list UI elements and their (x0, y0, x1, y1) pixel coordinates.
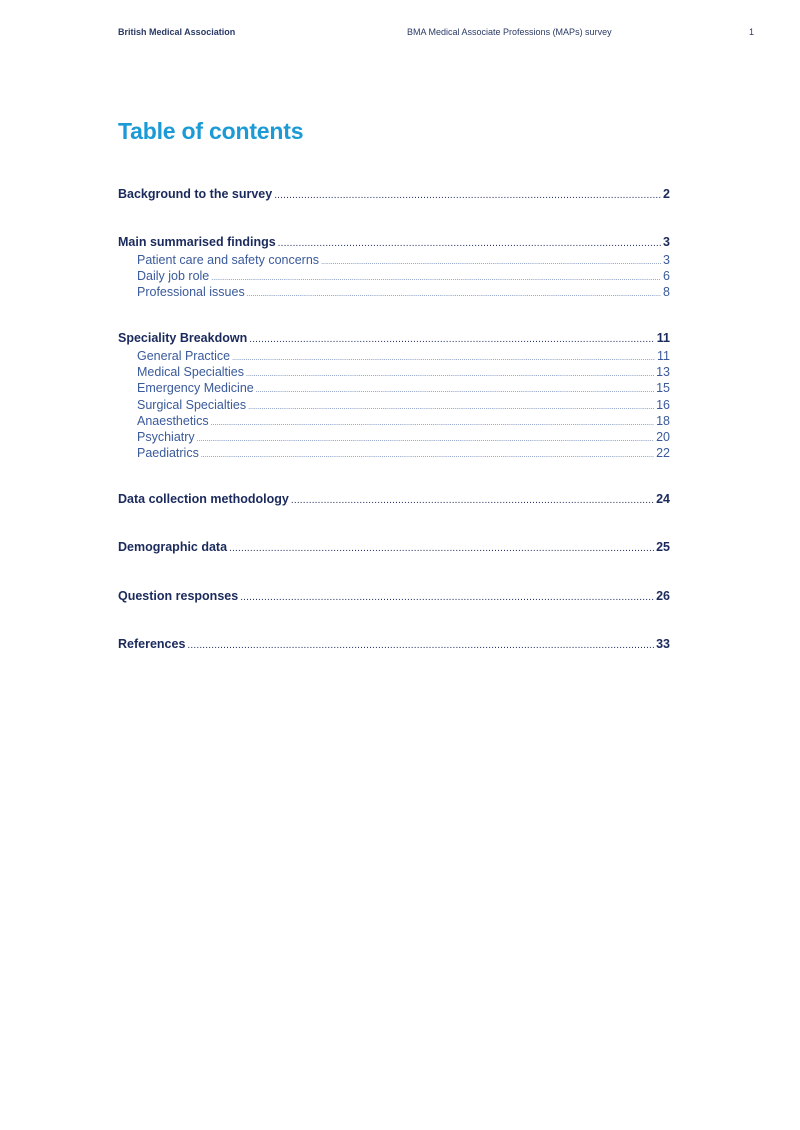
toc-dot-leader (278, 232, 661, 254)
toc-subentry-surgical-specialties[interactable] (118, 397, 670, 413)
toc-group-methodology (118, 489, 670, 509)
toc-dot-leader (291, 489, 654, 511)
toc-entry-background[interactable] (118, 184, 670, 204)
toc-entry-page: 33 (656, 637, 670, 652)
toc-subentry-page: 20 (656, 429, 670, 444)
toc-entry-question-responses[interactable] (118, 586, 670, 606)
toc-subentry-page: 11 (657, 349, 670, 364)
toc-entry-page: 11 (656, 331, 670, 346)
toc-entry-demographic-data[interactable] (118, 537, 670, 557)
organization-name: British Medical Association (118, 27, 236, 37)
toc-dot-leader (229, 537, 654, 559)
toc-subentry-title: Anaesthetics (137, 413, 209, 428)
toc-entry-title: Background to the survey (118, 187, 273, 201)
toc-entry-title: Main summarised findings (118, 235, 276, 249)
toc-entry-page: 3 (663, 235, 670, 249)
toc-subentry-page: 8 (663, 285, 670, 300)
toc-group-background (118, 184, 670, 204)
toc-subentry-page: 3 (663, 253, 670, 267)
toc-entry-title: References (118, 637, 186, 652)
toc-subentry-psychiatry[interactable] (118, 429, 670, 445)
page-header (118, 27, 754, 39)
page-number: 1 (748, 27, 754, 37)
toc-subentry-title: Patient care and safety concerns (137, 253, 320, 267)
toc-entry-title: Question responses (118, 588, 239, 603)
toc-subentry-page: 6 (663, 269, 670, 284)
toc-group-main-findings (118, 232, 670, 300)
toc-entry-main-findings[interactable] (118, 232, 670, 252)
toc-subentry-page: 22 (656, 445, 670, 460)
toc-entry-references[interactable] (118, 634, 670, 654)
toc-entry-data-collection-methodology[interactable] (118, 489, 670, 509)
toc-entry-page: 24 (656, 491, 670, 506)
toc-subentry-daily-job-role[interactable] (118, 268, 670, 284)
toc-subentry-page: 16 (656, 397, 670, 412)
toc-subentry-title: Medical Specialties (137, 365, 244, 380)
toc-subentry-title: Surgical Specialties (137, 397, 247, 412)
toc-subentry-page: 15 (656, 381, 670, 396)
toc-dot-leader (274, 184, 661, 206)
toc-subentry-patient-care[interactable] (118, 252, 670, 268)
toc-group-demographic (118, 537, 670, 557)
toc-entry-page: 2 (663, 187, 670, 201)
toc-subentry-title: Paediatrics (137, 445, 199, 460)
toc-subentry-page: 18 (656, 413, 670, 428)
toc-group-references (118, 634, 670, 654)
toc-group-question-responses (118, 586, 670, 606)
toc-subentry-professional-issues[interactable] (118, 284, 670, 300)
document-title: BMA Medical Associate Professions (MAPs) survey (407, 27, 612, 37)
toc-entry-page: 26 (656, 588, 670, 603)
toc-entry-page: 25 (656, 540, 670, 555)
toc-group-speciality-breakdown (118, 328, 670, 461)
toc-dot-leader (247, 284, 661, 303)
toc-subentry-page: 13 (656, 365, 670, 380)
toc-subentry-general-practice[interactable] (118, 348, 670, 364)
toc-subentry-emergency-medicine[interactable] (118, 380, 670, 396)
toc-dot-leader (187, 634, 654, 656)
toc-entry-speciality-breakdown[interactable] (118, 328, 670, 348)
toc-dot-leader (240, 586, 654, 608)
toc-subentry-title: General Practice (137, 349, 231, 364)
toc-subentry-medical-specialties[interactable] (118, 364, 670, 380)
toc-heading: Table of contents (118, 118, 304, 144)
toc-subentry-paediatrics[interactable] (118, 445, 670, 461)
toc-subentry-title: Emergency Medicine (137, 381, 254, 396)
toc-subentry-anaesthetics[interactable] (118, 413, 670, 429)
table-of-contents (118, 184, 670, 683)
toc-entry-title: Speciality Breakdown (118, 331, 248, 346)
toc-subentry-title: Professional issues (137, 285, 245, 300)
toc-entry-title: Demographic data (118, 540, 228, 555)
toc-entry-title: Data collection methodology (118, 491, 289, 506)
toc-subentry-title: Daily job role (137, 269, 210, 284)
toc-dot-leader (201, 445, 654, 464)
toc-subentry-title: Psychiatry (137, 429, 195, 444)
toc-dot-leader (249, 328, 655, 350)
